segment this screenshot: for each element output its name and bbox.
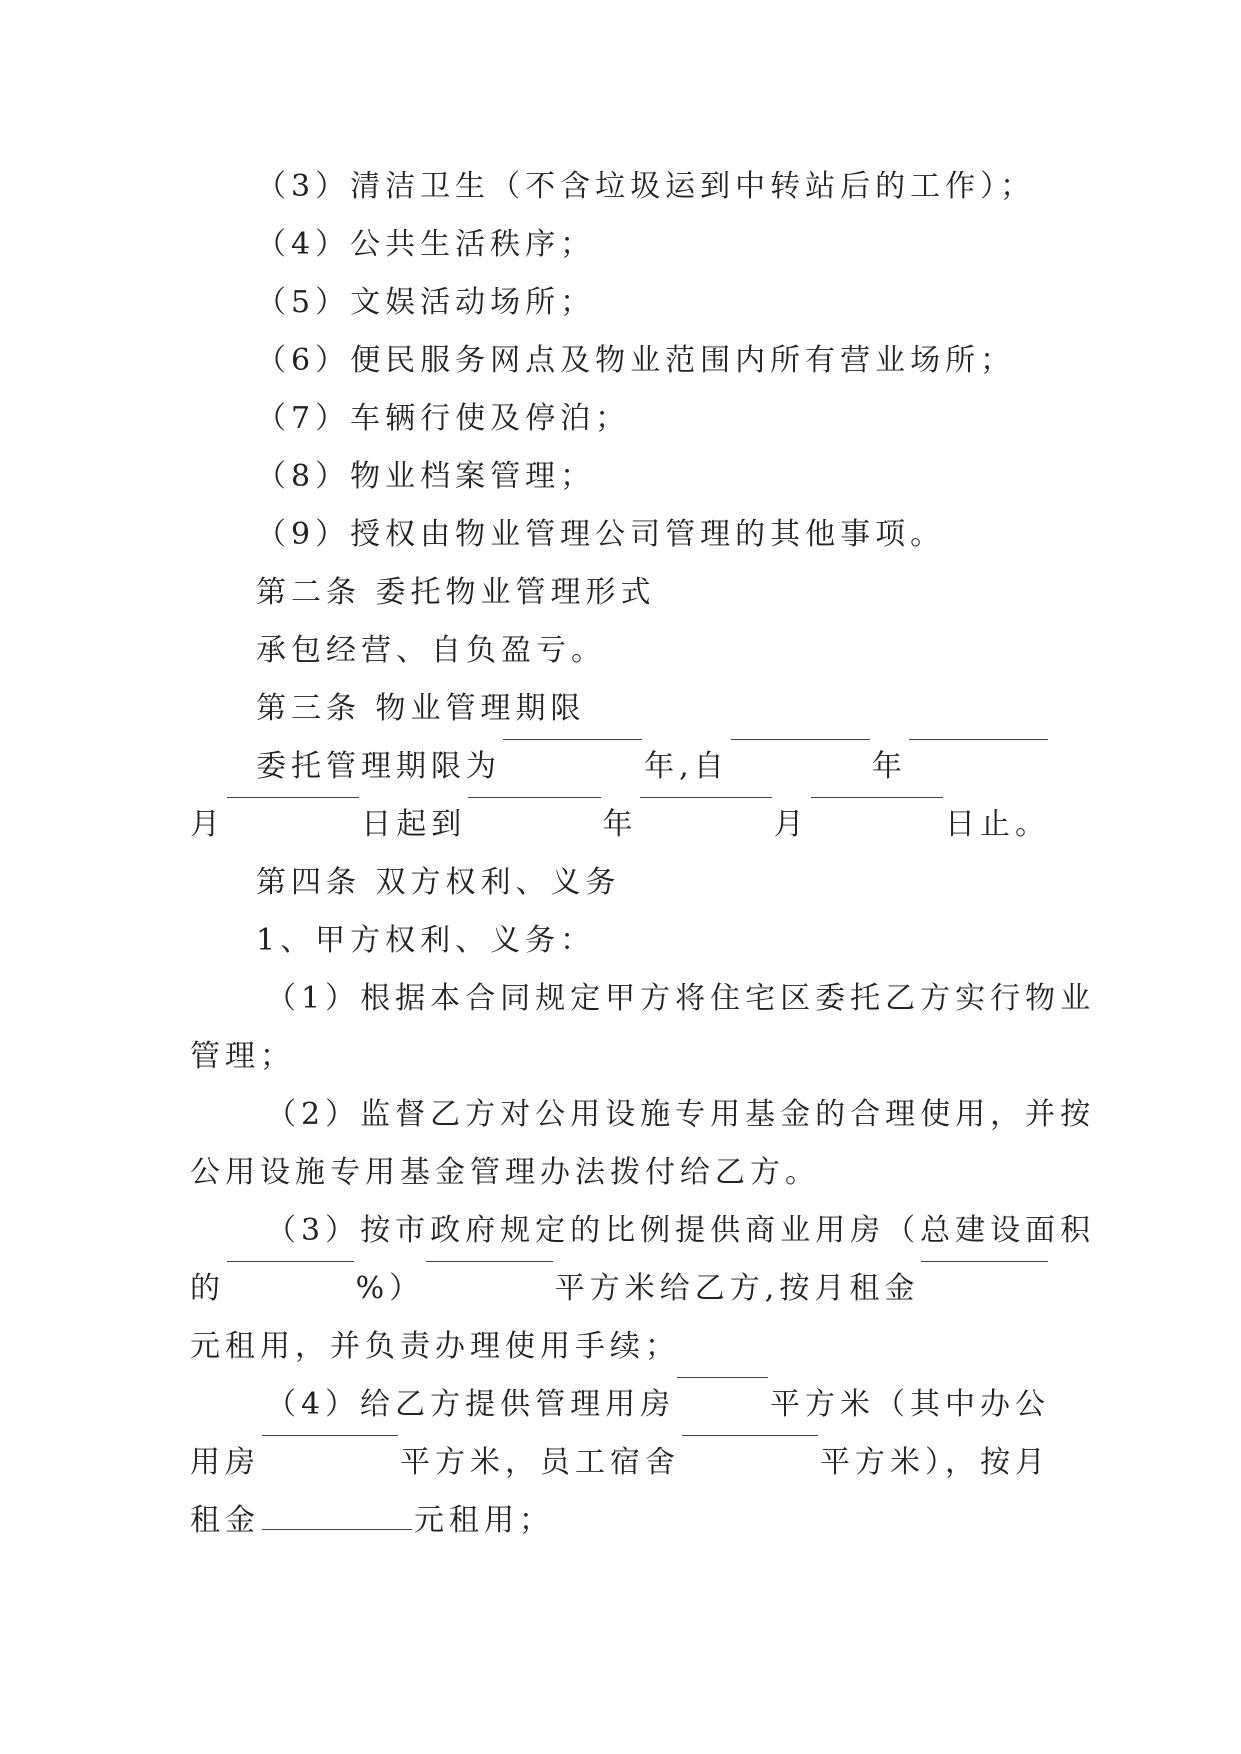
party-a-item-2-line-1: （2）监督乙方对公用设施专用基金的合理使用，并按	[266, 1097, 1096, 1132]
party-a-item-4-line-3	[190, 1492, 1050, 1550]
party-a-item-4-line-1	[190, 1376, 1050, 1434]
start-day-blank[interactable]	[227, 796, 359, 798]
term-text-end-month: 月	[773, 807, 809, 842]
term-text-period: 委托管理期限为	[256, 749, 501, 784]
term-text-year-from: 年,自	[644, 749, 729, 784]
term-text-day-until: 日起到	[361, 807, 467, 842]
management-rent-blank[interactable]	[262, 1528, 412, 1530]
service-item-6: （6）便民服务网点及物业范围内所有营业场所；	[256, 343, 1016, 378]
term-line-2	[190, 796, 1050, 854]
term-text-year: 年	[871, 749, 907, 784]
party-a-item-3-line-3: 元租用，并负责办理使用手续；	[190, 1329, 680, 1364]
article-3-heading: 第三条 物业管理期限	[256, 691, 586, 726]
term-years-blank[interactable]	[503, 738, 642, 740]
party-a-item-3-line-1: （3）按市政府规定的比例提供商业用房（总建设面积	[266, 1213, 1096, 1248]
service-item-9: （9）授权由物业管理公司管理的其他事项。	[256, 517, 946, 552]
commercial-rent-blank[interactable]	[921, 1260, 1048, 1262]
document-body	[190, 158, 1096, 1550]
service-item-3: （3）清洁卫生（不含垃圾运到中转站后的工作）；	[256, 169, 1036, 204]
party-a-item-1-line-1: （1）根据本合同规定甲方将住宅区委托乙方实行物业	[266, 981, 1096, 1016]
item-4-text-rent: 租金	[190, 1503, 260, 1538]
management-area-blank[interactable]	[677, 1376, 768, 1378]
service-item-7: （7）车辆行使及停泊；	[256, 401, 631, 436]
service-item-4: （4）公共生活秩序；	[256, 227, 596, 262]
end-year-blank[interactable]	[468, 796, 600, 798]
item-4-text-room: 用房	[190, 1445, 260, 1480]
article-2-heading: 第二条 委托物业管理形式	[256, 575, 656, 610]
item-3-text-sqm-rent: 平方米给乙方,按月租金	[554, 1271, 920, 1306]
item-4-text-dorm: 平方米，员工宿舍	[400, 1445, 680, 1480]
item-4-text-monthly: 平方米），按月	[820, 1445, 1050, 1480]
item-4-text-office: （4）给乙方提供管理用房	[266, 1387, 676, 1422]
term-text-month: 月	[190, 807, 225, 842]
item-4-text-sqm-office: 平方米（其中办公	[770, 1387, 1050, 1422]
party-a-item-3-line-2	[190, 1260, 1050, 1318]
party-a-item-1-line-2: 管理；	[190, 1039, 295, 1074]
dorm-area-blank[interactable]	[682, 1434, 818, 1436]
article-4-heading: 第四条 双方权利、义务	[256, 865, 621, 900]
term-text-end-year: 年	[602, 807, 638, 842]
start-year-blank[interactable]	[731, 738, 870, 740]
item-4-text-lease: 元租用；	[414, 1503, 554, 1538]
end-day-blank[interactable]	[811, 796, 943, 798]
item-3-text-of: 的	[190, 1271, 225, 1306]
party-a-heading: 1、甲方权利、义务：	[256, 923, 596, 958]
term-text-end-day: 日止。	[945, 807, 1050, 842]
percent-blank[interactable]	[227, 1260, 354, 1262]
service-item-8: （8）物业档案管理；	[256, 459, 596, 494]
service-item-5: （5）文娱活动场所；	[256, 285, 596, 320]
end-month-blank[interactable]	[640, 796, 772, 798]
item-3-text-percent: %）	[355, 1271, 425, 1306]
term-line-1	[190, 738, 1050, 796]
party-a-item-4-line-2	[190, 1434, 1050, 1492]
start-month-blank[interactable]	[909, 738, 1048, 740]
party-a-item-2-line-2: 公用设施专用基金管理办法拨付给乙方。	[190, 1155, 820, 1190]
office-area-blank[interactable]	[262, 1434, 398, 1436]
commercial-area-blank[interactable]	[426, 1260, 553, 1262]
article-2-body: 承包经营、自负盈亏。	[256, 633, 606, 668]
